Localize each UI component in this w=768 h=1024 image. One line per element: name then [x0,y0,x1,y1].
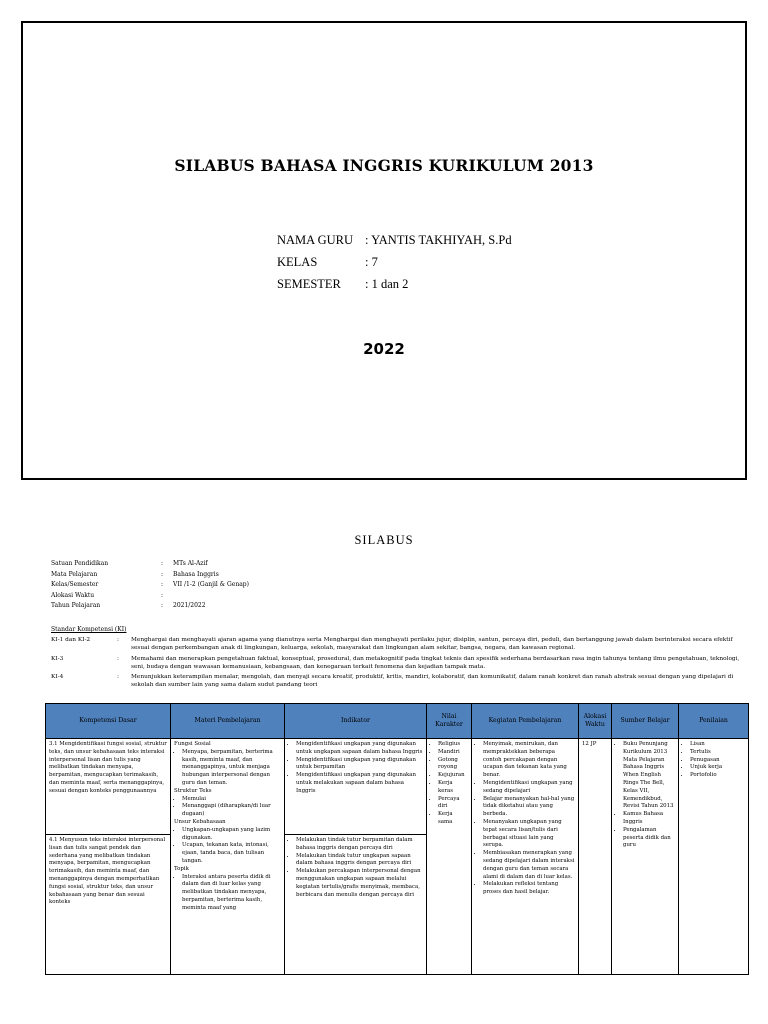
meta-row: Mata Pelajaran : Bahasa Inggris [51,570,249,581]
kd-cell: 3.1 Mengidentifikasi fungsi sosial, struktur teks, dan unsur kebahasaan teks interaksi interpersonal lisan dan tulis yang melibatkan tindakan menyapa, berpamitan, mengucapkan terimakasih, dan meminta maaf, serta menanggapinya, sesuai dengan konteks penggunaannya [46,739,171,835]
indikator-list [288,741,423,796]
list-item: • Mandiri [438,749,468,757]
ki-text: Menunjukkan keterampilan menalar, mengolah, dan menyaji secara kreatif, produktif, kritis, mandiri, kolaboratif, dan komunikatif, dalam ranah konkret dan ranah abstrak sesuai dengan yang dipelajari di sekolah dan sumber lain yang sama dalam sudut pandang teori [131,674,734,688]
kegiatan-list [475,741,575,897]
meta-label: Mata Pelajaran [51,570,98,578]
meta-label: Satuan Pendidikan [51,560,109,567]
ki-row: KI-4 : Menunjukkan keterampilan menalar, mengolah, dan menyaji secara kreatif, produktif, kritis, mandiri, kolaboratif, dan komunikatif, dalam ranah konkret dan ranah abstrak sesuai dengan yang dipelajari di sekolah dan sumber lain yang sama dalam sudut pandang teori [51,673,741,689]
syllabus-table [45,703,749,975]
field-label: KELAS [277,254,318,269]
silabus-title: SILABUS [354,533,414,547]
sumber-cell [612,739,679,975]
meta-value: MTs Al-Azif [173,560,208,567]
list-item: • Portofolio [690,772,745,780]
meta-row: Alokasi Waktu : [51,591,249,602]
ki-heading: Standar Kompetensi (KI) [51,626,127,633]
list-item: • Tertulis [690,749,745,757]
materi-heading: Topik [174,865,189,872]
list-item: • Kerja sama [438,811,468,827]
list-item: • Interaksi antara peserta didik di dalam dan di luar kelas yang melibatkan tindakan menyapa, berpamitan, berterima kasih, meminta maaf yang [182,874,281,913]
header-cell: Penilaian [679,704,749,739]
list-item: • Percaya diri [438,796,468,812]
list-item: • Buku Penunjang Kurikulum 2013 Mata Pelajaran Bahasa Inggris When English Rings The Bell, Kelas VII, Kemendikbud, Revisi Tahun 2013 [623,741,675,811]
indikator-cell [285,739,427,835]
field-label: NAMA GURU [277,232,354,247]
field-label: SEMESTER [277,276,341,291]
list-item: • Mengidentifikasi ungkapan yang digunakan untuk ungkapan sapaan dalam bahasa Inggris [296,741,423,757]
header-cell: Kompetensi Dasar [46,704,171,739]
list-item: • Religius [438,741,468,749]
cover-page [21,21,747,480]
header-cell: Indikator [285,704,427,739]
meta-value: VII /1-2 (Ganjil & Genap) [173,581,249,588]
header-cell: Kegiatan Pembelajaran [472,704,579,739]
cover-year: 2022 [363,340,405,358]
list-item: • Membiasakan menerapkan yang sedang dipelajari dalam interaksi dengan guru dan teman secara alami di dalam dan di luar kelas. [483,850,575,881]
list-item: • Penugasan [690,757,745,765]
list-item: • Pengalaman peserta didik dan guru [623,827,675,850]
list-item: • Menyimak, menirukan, dan mempraktekkan beberapa contoh percakapan dengan ucapan dan tekanan kata yang benar. [483,741,575,780]
table-header-row [46,704,749,739]
meta-value: 2021/2022 [173,602,206,609]
ki-list [51,636,741,692]
cover-title: SILABUS BAHASA INGGRIS KURIKULUM 2013 [174,156,594,175]
sumber-list [615,741,675,850]
header-cell: Sumber Belajar [612,704,679,739]
ki-text: Menghargai dan menghayati ajaran agama yang dianutnya serta Menghargai dan menghayati perilaku jujur, disiplin, santun, percaya diri, peduli, dan bertanggung jawab dalam berinteraksi secara efektif sesuai dengan perkembangan anak di lingkungan, keluarga, sekolah, masyarakat dan lingkungan alam sekitar, bangsa, negara, dan kawasan regional. [131,637,733,651]
list-item: • Ungkapan-ungkapan yang lazim digunakan. [182,827,281,843]
meta-value: Bahasa Inggris [173,570,219,578]
materi-list [174,796,281,819]
list-item: • Menanyakan ungkapan yang tepat secara lisan/tulis dari berbagai situasi lain yang serupa. [483,819,575,850]
semester-row [277,273,512,295]
list-item: • Ucapan, tekanan kata, intonasi, ejaan, tanda baca, dan tulisan tangan. [182,842,281,865]
meta-row: Tahun Pelajaran : 2021/2022 [51,601,249,612]
field-value: : 7 [365,254,378,269]
materi-list [174,827,281,866]
list-item: • Kejujuran [438,772,468,780]
materi-heading: Fungsi Sosial [174,741,211,747]
field-value: : 1 dan 2 [365,276,409,291]
list-item: • Mengidentifikasi ungkapan yang sedang dipelajari [483,780,575,796]
meta-row: Kelas/Semester : VII /1-2 (Ganjil & Genap) [51,580,249,591]
indikator-list [288,837,423,899]
list-item: • Menyapa, berpamitan, berterima kasih, meminta maaf, dan menanggapinya, untuk menjaga hubungan interpersonal dengan guru dan teman. [182,749,281,788]
materi-list [174,749,281,788]
header-cell: Materi Pembelajaran [171,704,285,739]
nilai-cell [427,739,472,975]
meta-label: Alokasi Waktu [51,591,95,599]
penilaian-cell [679,739,749,975]
table-row [46,739,749,835]
ki-label: KI-3 [51,655,64,662]
field-value: : YANTIS TAKHIYAH, S.Pd [365,232,512,247]
list-item: • Gotong royong [438,757,468,773]
ki-row: KI-3 : Memahami dan menerapkan pengetahuan faktual, konseptual, prosedural, dan metakognitif pada tingkat teknis dan spesifik sederhana berdasarkan rasa ingin tahunya tentang ilmu pengetahuan, teknologi, seni, budaya dengan wawasan kemanusiaan, kebangsaan, dan kenegaraan terkait fenomena dan kejadian tampak mata. [51,655,740,670]
teacher-info [277,229,512,295]
kd-cell: 4.1 Menyusun teks interaksi interpersonal lisan dan tulis sangat pendek dan sederhana yang melibatkan tindakan menyapa, berpamitan, mengucapkan terimakasih, dan meminta maaf, dan menanggapinya dengan memperhatikan fungsi sosial, struktur teks, dan unsur kebahasaan yang benar dan sesuai konteks [46,835,171,975]
ki-text: Memahami dan menerapkan pengetahuan faktual, konseptual, prosedural, dan metakognitif pada tingkat teknis dan spesifik sederhana berdasarkan rasa ingin tahunya tentang ilmu pengetahuan, teknologi, seni, budaya dengan wawasan kemanusiaan, kebangsaan, dan kenegaraan terkait fenomena dan kejadian tampak mata. [131,655,740,670]
list-item: • Mengidentifikasi ungkapan yang digunakan untuk melakukan sapaan dalam bahasa Inggris [296,772,423,795]
ki-label: KI-4 [51,674,64,680]
meta-label: Kelas/Semester [51,581,99,588]
list-item: • Belajar menanyakan hal-hal yang tidak diketahui atau yang berbeda. [483,796,575,819]
syllabus-meta [51,559,249,612]
list-item: • Kerja keras [438,780,468,796]
materi-heading: Unsur Kebahasaan [174,818,226,825]
list-item: • Memulai [182,796,281,804]
list-item: • Melakukan tindak tutur ungkapan sapaan dalam bahasa inggris dengan percaya diri [296,853,423,869]
materi-heading: Struktur Teks [174,787,212,794]
meta-label: Tahun Pelajaran [51,602,101,609]
materi-cell [171,739,285,975]
teacher-name-row [277,229,512,251]
nilai-list [430,741,468,827]
indikator-cell [285,835,427,975]
meta-row: Satuan Pendidikan : MTs Al-Azif [51,559,249,570]
list-item: • Melakukan percakapan interpersonal dengan menggunakan ungkapan sapaan melalui kegiatan tertulis/grafis menyimak, membaca, berbicara dan menulis dengan percaya diri [296,868,423,899]
list-item: • Mengidentifikasi ungkapan yang digunakan untuk berpamitan [296,757,423,773]
materi-list [174,874,281,913]
header-cell: Alokasi Waktu [579,704,612,739]
list-item: • Kamus Bahasa Inggris [623,811,675,827]
class-row [277,251,512,273]
header-cell: Nilai Karakter [427,704,472,739]
list-item: • Melakukan refleksi tentang proses dan hasil belajar. [483,881,575,897]
penilaian-list [682,741,745,780]
ki-row: KI-1 dan KI-2 : Menghargai dan menghayati ajaran agama yang dianutnya serta Menghargai dan menghayati perilaku jujur, disiplin, santun, percaya diri, peduli, dan bertanggung jawab dalam berinteraksi secara efektif sesuai dengan perkembangan anak di lingkungan, keluarga, sekolah, masyarakat dan lingkungan alam sekitar, bangsa, negara, dan kawasan regional. [51,636,741,652]
alokasi-cell: 12 JP [579,739,612,975]
list-item: • Lisan [690,741,745,749]
ki-label: KI-1 dan KI-2 [51,637,91,643]
list-item: • Menanggapi (diharapkan/di luar dugaan) [182,803,281,819]
list-item: • Unjuk kerja [690,764,745,772]
list-item: • Melakukan tindak tutur berpamitan dalam bahasa inggris dengan percaya diri [296,837,423,853]
kegiatan-cell [472,739,579,975]
